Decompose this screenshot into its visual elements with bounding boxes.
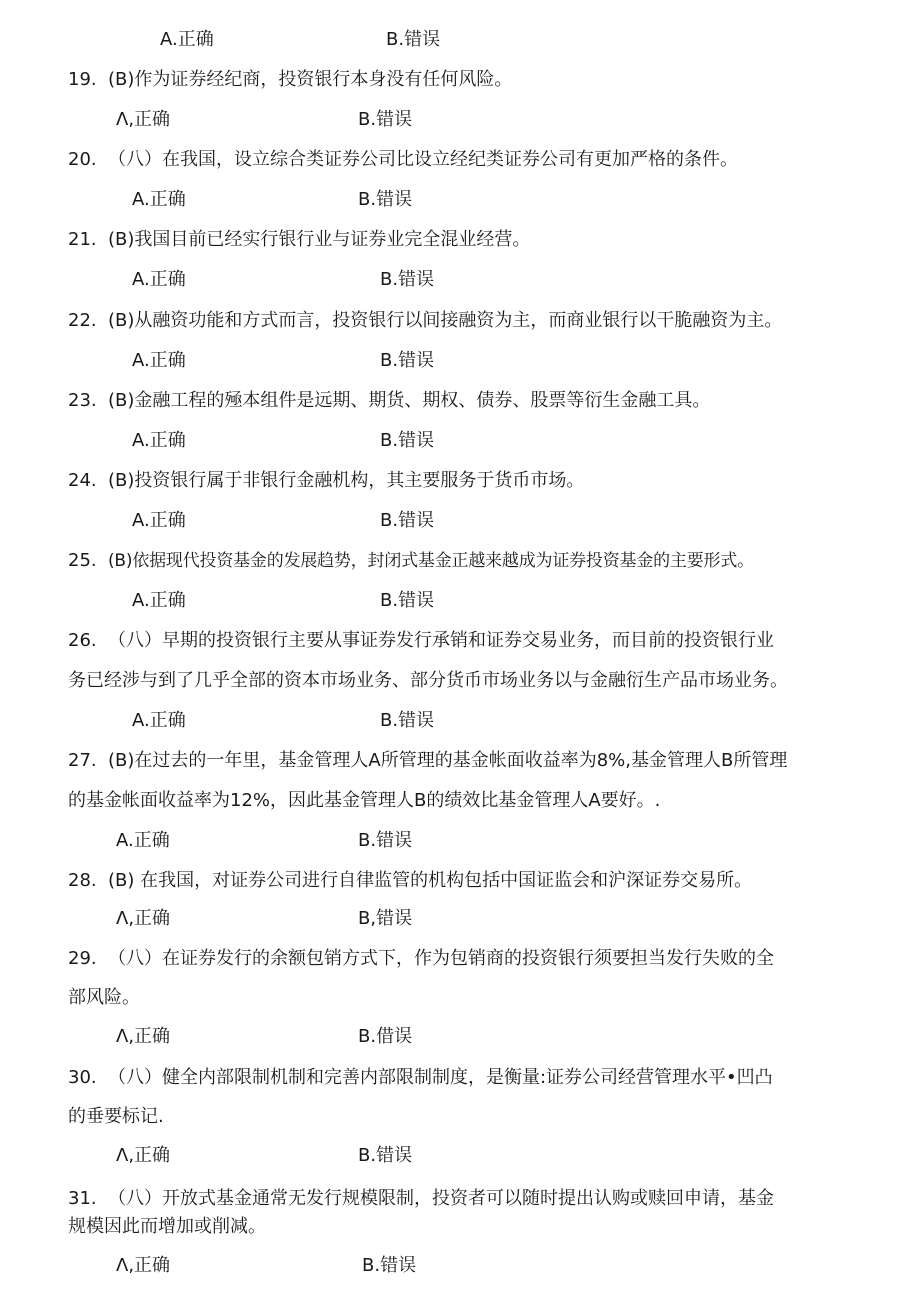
question-text-continued: 部风险。 xyxy=(68,987,140,1008)
question-number: 21. xyxy=(68,229,97,250)
question-number: 26. xyxy=(68,630,97,651)
option-b: B.错误 xyxy=(380,269,435,290)
question-number: 31. xyxy=(68,1188,97,1209)
option-b: B.错误 xyxy=(380,590,435,611)
option-a: A.正确 xyxy=(132,269,186,290)
option-a: A.正确 xyxy=(132,350,186,371)
question-number: 23. xyxy=(68,390,97,411)
option-a: A.正确 xyxy=(160,29,214,50)
option-a: A.正确 xyxy=(132,430,186,451)
question-text: (B)从融资功能和方式而言，投资银行以间接融资为主，而商业银行以干脆融资为主。 xyxy=(108,310,783,331)
question-text-continued: 的垂要标记. xyxy=(68,1106,164,1127)
question-number: 19. xyxy=(68,69,97,90)
option-a: A.正确 xyxy=(116,830,170,851)
option-a: A.正确 xyxy=(132,710,186,731)
question-number: 28. xyxy=(68,870,97,891)
option-b: B.错误 xyxy=(380,510,435,531)
option-a: A.正确 xyxy=(132,590,186,611)
question-text: （八）健全内部限制机制和完善内部限制制度，是衡量:证券公司经营管理水平•凹凸 xyxy=(108,1067,773,1088)
question-number: 29. xyxy=(68,948,97,969)
option-a: Λ,正确 xyxy=(116,1026,171,1047)
option-a: Λ,正确 xyxy=(116,1255,171,1276)
option-a: Λ,正确 xyxy=(116,908,171,929)
option-a: A.正确 xyxy=(132,189,186,210)
option-b: B.错误 xyxy=(362,1255,417,1276)
option-b: B.错误 xyxy=(380,710,435,731)
question-text: （八）早期的投资银行主要从事证券发行承销和证券交易业务，而目前的投资银行业 xyxy=(108,630,774,651)
question-text-continued: 的基金帐面收益率为12%，因此基金管理人B的绩效比基金管理人A要好。. xyxy=(68,790,661,811)
question-text: (B)金融工程的殛本组件是远期、期货、期权、债券、股票等衍生金融工具。 xyxy=(108,390,711,411)
option-b: B.借误 xyxy=(358,1026,413,1047)
option-b: B.错误 xyxy=(386,29,441,50)
question-text: (B)我国目前已经实行银行业与证券业完全混业经营。 xyxy=(108,229,531,250)
question-number: 22. xyxy=(68,310,97,331)
question-number: 20. xyxy=(68,149,97,170)
question-text: (B) 在我国，对证券公司进行自律监管的机构包括中国证监会和沪深证券交易所。 xyxy=(108,870,753,891)
question-text: (B)依据现代投资基金的发展趋势，封闭式基金正越来越成为证券投资基金的主要形式。 xyxy=(108,551,754,571)
question-text: （八）在我国，设立综合类证券公司比设立经纪类证券公司有更加严格的条件。 xyxy=(108,149,738,170)
question-number: 24. xyxy=(68,470,97,491)
question-text: (B)在过去的一年里，基金管理人A所管理的基金帐面收益率为8%,基金管理人B所管理 xyxy=(108,750,788,771)
option-b: B.错误 xyxy=(358,830,413,851)
question-text: （八）在证券发行的余额包销方式下，作为包销商的投资银行须要担当发行失败的全 xyxy=(108,948,774,969)
option-b: B,错误 xyxy=(358,908,413,929)
option-b: B.错误 xyxy=(380,430,435,451)
option-a: A.正确 xyxy=(132,510,186,531)
option-b: B.错误 xyxy=(358,109,413,130)
question-number: 25. xyxy=(68,550,97,571)
option-a: Λ,正确 xyxy=(116,109,171,130)
option-a: Λ,正确 xyxy=(116,1145,171,1166)
option-b: B.错误 xyxy=(358,189,413,210)
question-text-continued: 规模因此而增加或削减。 xyxy=(68,1216,266,1237)
option-b: B.错误 xyxy=(380,350,435,371)
question-number: 30. xyxy=(68,1067,97,1088)
question-text: (B)作为证券经纪商，投资银行本身没有任何风险。 xyxy=(108,69,513,90)
question-text-continued: 务已经涉与到了几乎全部的资本市场业务、部分货币市场业务以与金融衍生产品市场业务。 xyxy=(68,670,788,691)
option-b: B.错误 xyxy=(358,1145,413,1166)
question-text: （八）开放式基金通常无发行规模限制，投资者可以随时提出认购或赎回申请，基金 xyxy=(108,1188,774,1209)
question-number: 27. xyxy=(68,750,97,771)
question-text: (B)投资银行属于非银行金融机构，其主要服务于货币市场。 xyxy=(108,470,585,491)
